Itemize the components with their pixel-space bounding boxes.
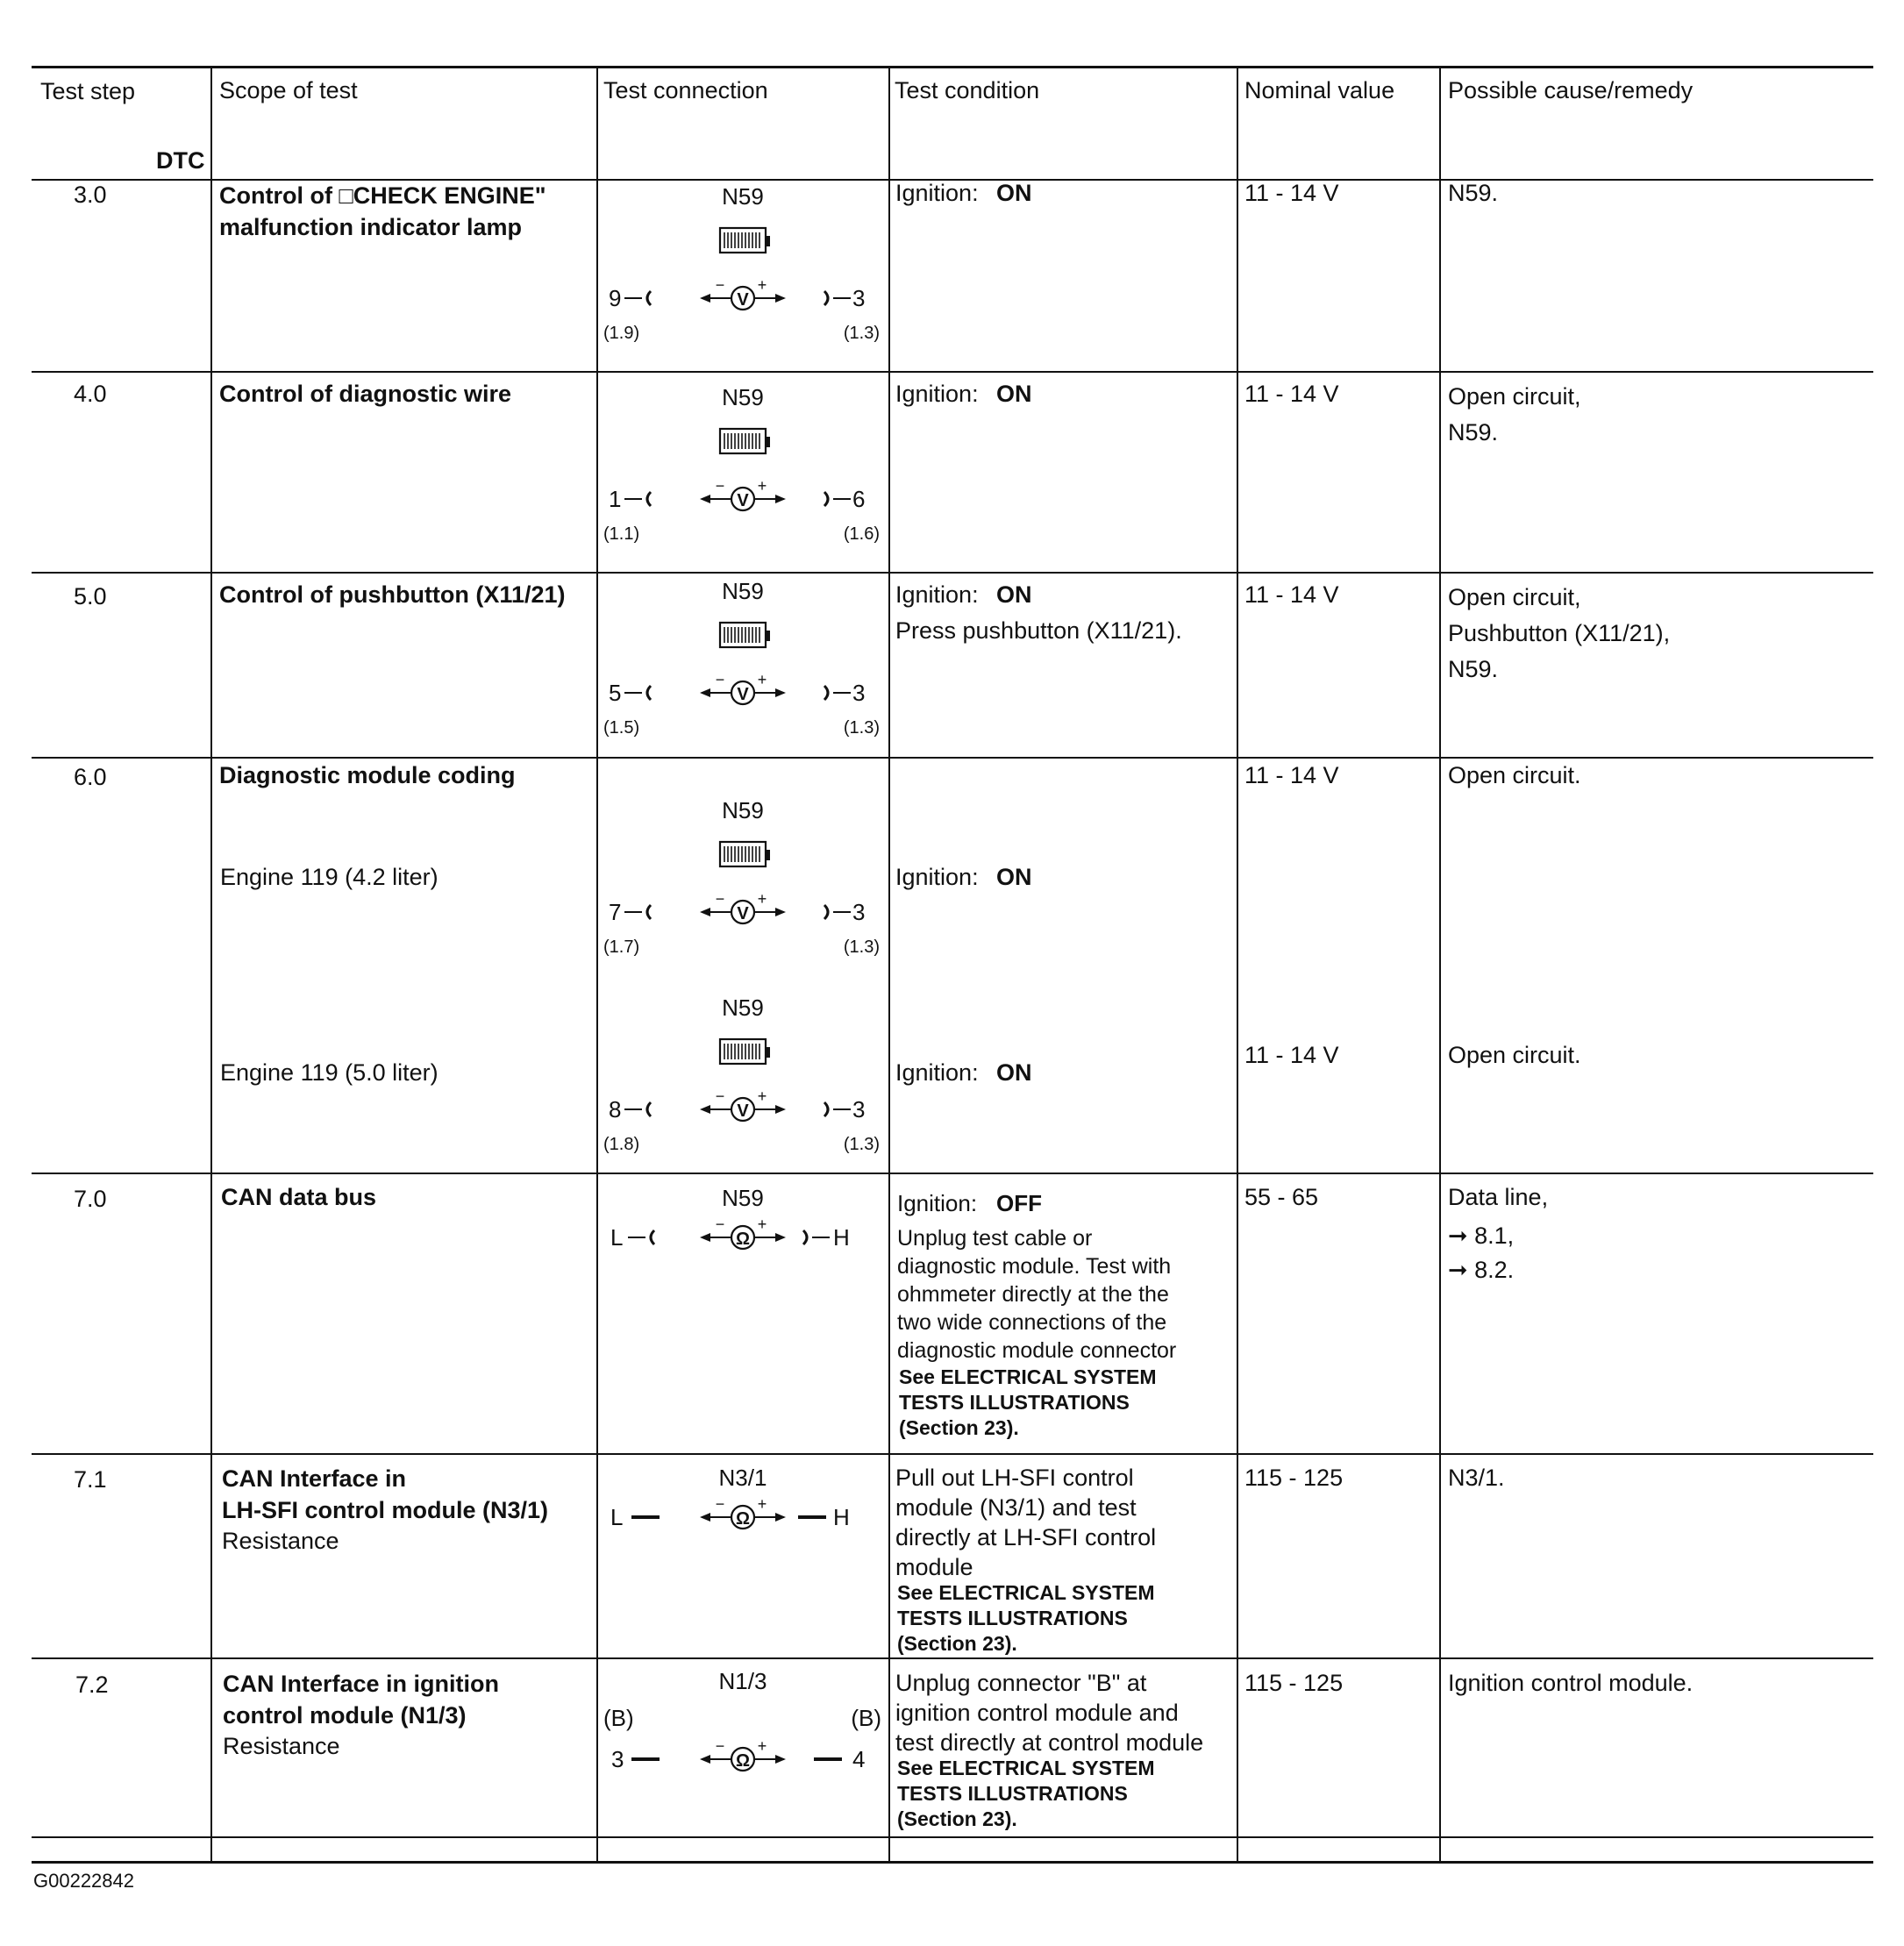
ohmmeter-icon [700, 1495, 786, 1529]
test-scope: CAN Interface in LH-SFI control module (N3/1) [222, 1465, 549, 1523]
pin-reference: (1.7) [603, 937, 640, 957]
socket-contact-icon [651, 1230, 654, 1244]
arrow-right-icon [775, 1755, 786, 1764]
pin-label: L [610, 1224, 624, 1251]
arrow-right-icon [775, 495, 786, 503]
polarity-plus: + [757, 477, 767, 495]
connector-icon [720, 429, 770, 453]
meter-symbol: Ω [735, 1751, 751, 1771]
header-cause: Possible cause/remedy [1448, 77, 1694, 103]
test-scope: Control of pushbutton (X11/21) [219, 581, 566, 608]
socket-contact-icon [824, 492, 828, 506]
connector-label: N59 [722, 183, 764, 210]
connector-label: N3/1 [718, 1465, 767, 1491]
test-condition-label: Ignition: [895, 381, 979, 407]
voltmeter-icon [700, 276, 786, 310]
test-scope-detail: Resistance [222, 1528, 339, 1554]
arrow-right-icon: ➞ [1448, 1257, 1468, 1283]
possible-cause: Open circuit. [1448, 762, 1581, 788]
socket-contact-icon [647, 492, 651, 506]
connector-id: (B) [851, 1705, 881, 1731]
pin-label: H [833, 1504, 850, 1530]
voltmeter-icon [700, 890, 786, 923]
polarity-plus: + [757, 1737, 767, 1755]
nominal-value: 115 - 125 [1244, 1670, 1344, 1696]
nominal-value: 11 - 14 V [1244, 1042, 1339, 1068]
connector-label: N59 [722, 994, 764, 1021]
possible-cause: Ignition control module. [1448, 1670, 1694, 1696]
pin-number: 7 [609, 899, 622, 925]
arrow-right-icon [775, 1233, 786, 1242]
polarity-plus: + [757, 1215, 767, 1233]
meter-symbol: V [737, 491, 749, 510]
connector-icon [720, 228, 770, 253]
test-condition-label: Ignition: [895, 1059, 979, 1086]
meter-symbol: V [737, 904, 749, 923]
socket-contact-icon [824, 686, 828, 700]
possible-cause: Open circuit. [1448, 1042, 1581, 1068]
header-connection: Test connection [603, 77, 768, 103]
polarity-minus: − [715, 1215, 725, 1233]
test-scope: CAN data bus [221, 1184, 377, 1210]
nominal-value: 115 - 125 [1244, 1465, 1344, 1491]
pin-label: L [610, 1504, 624, 1530]
test-step-number: 4.0 [74, 381, 107, 407]
polarity-minus: − [715, 1495, 725, 1513]
arrow-left-icon [700, 908, 710, 916]
meter-symbol: Ω [735, 1230, 751, 1249]
connector-label: N59 [722, 1185, 764, 1211]
connector-icon [720, 842, 770, 866]
header-scope: Scope of test [219, 77, 358, 103]
test-condition-label: Ignition: [895, 180, 979, 206]
test-condition-value: ON [996, 1059, 1032, 1086]
test-step-number: 7.1 [74, 1466, 107, 1493]
arrow-left-icon [700, 294, 710, 303]
socket-contact-icon [647, 686, 651, 700]
pin-reference: (1.3) [843, 1135, 880, 1154]
pin-reference: (1.6) [843, 524, 880, 544]
header-condition: Test condition [895, 77, 1040, 103]
connector-tab [766, 850, 770, 860]
nominal-value: 11 - 14 V [1244, 381, 1339, 407]
arrow-right-icon: ➞ [1448, 1222, 1468, 1249]
test-scope: CAN Interface in ignition control module (N1/3) [223, 1671, 500, 1729]
test-condition-detail: Press pushbutton (X11/21). [895, 617, 1182, 644]
connector-label: N59 [722, 578, 764, 604]
meter-symbol: V [737, 290, 749, 310]
arrow-right-icon [775, 294, 786, 303]
pin-number: 8 [609, 1096, 622, 1123]
polarity-plus: + [757, 1495, 767, 1513]
polarity-minus: − [715, 671, 725, 688]
possible-cause: Data line, [1448, 1184, 1549, 1210]
pin-reference: (1.3) [843, 937, 880, 957]
nominal-value: 55 - 65 [1244, 1184, 1319, 1210]
voltmeter-icon [700, 1087, 786, 1121]
engine-variant: Engine 119 (4.2 liter) [220, 864, 439, 890]
test-step-number: 6.0 [74, 764, 107, 790]
test-scope: Control of □CHECK ENGINE" malfunction indicator lamp [219, 182, 546, 240]
nominal-value: 11 - 14 V [1244, 581, 1339, 608]
cross-reference-step: 8.2. [1474, 1257, 1515, 1283]
socket-contact-icon [824, 291, 828, 305]
socket-contact-icon [647, 1102, 651, 1116]
test-condition-reference: See ELECTRICAL SYSTEM TESTS ILLUSTRATIONS (Section 23). [897, 1581, 1155, 1655]
test-condition-reference: See ELECTRICAL SYSTEM TESTS ILLUSTRATIONS (Section 23). [899, 1365, 1157, 1439]
pin-number: 3 [852, 680, 866, 706]
arrow-left-icon [700, 1755, 710, 1764]
polarity-minus: − [715, 1737, 725, 1755]
connector-label: N59 [722, 797, 764, 823]
figure-id: G00222842 [33, 1870, 134, 1892]
arrow-right-icon [775, 688, 786, 697]
test-condition-detail: Unplug test cable or diagnostic module. Test with ohmmeter directly at the the two wide connections of the diagnostic module connector [897, 1226, 1177, 1363]
nominal-value: 11 - 14 V [1244, 762, 1339, 788]
test-scope: Diagnostic module coding [219, 762, 516, 788]
socket-contact-icon [803, 1230, 807, 1244]
pin-number: 3 [852, 899, 866, 925]
connector-icon [720, 1039, 770, 1064]
cross-reference-step: 8.1, [1474, 1222, 1515, 1249]
polarity-minus: − [715, 276, 725, 294]
connector-id: (B) [603, 1705, 634, 1731]
possible-cause: N59. [1448, 180, 1499, 206]
socket-contact-icon [824, 1102, 828, 1116]
meter-symbol: V [737, 1101, 749, 1121]
header-nominal: Nominal value [1244, 77, 1395, 103]
pin-number: 1 [609, 486, 622, 512]
test-condition-value: ON [996, 180, 1032, 206]
test-scope: Control of diagnostic wire [219, 381, 512, 407]
ohmmeter-icon [700, 1215, 786, 1249]
test-condition-reference: See ELECTRICAL SYSTEM TESTS ILLUSTRATIONS (Section 23). [897, 1757, 1155, 1830]
pin-number: 5 [609, 680, 622, 706]
voltmeter-icon [700, 477, 786, 510]
connector-label: N59 [722, 384, 764, 410]
meter-symbol: V [737, 685, 749, 704]
test-step-number: 5.0 [74, 583, 107, 609]
possible-cause: Open circuit, N59. [1448, 383, 1581, 446]
test-condition-label: Ignition: [895, 581, 979, 608]
pin-number: 3 [852, 1096, 866, 1123]
test-condition-value: OFF [996, 1190, 1042, 1216]
connector-tab [766, 437, 770, 447]
pin-reference: (1.9) [603, 324, 640, 343]
nominal-value: 11 - 14 V [1244, 180, 1339, 206]
pin-reference: (1.1) [603, 524, 640, 544]
header-test-step: Test step [40, 78, 136, 104]
polarity-plus: + [757, 671, 767, 688]
test-scope-detail: Resistance [223, 1733, 340, 1759]
pin-number: 9 [609, 285, 622, 311]
test-step-number: 7.2 [75, 1672, 109, 1698]
arrow-left-icon [700, 1513, 710, 1522]
socket-contact-icon [824, 905, 828, 919]
arrow-left-icon [700, 1105, 710, 1114]
test-condition-detail: Pull out LH-SFI control module (N3/1) and test directly at LH-SFI control module [895, 1465, 1157, 1580]
polarity-plus: + [757, 276, 767, 294]
arrow-left-icon [700, 495, 710, 503]
connector-label: N1/3 [718, 1668, 767, 1694]
polarity-minus: − [715, 477, 725, 495]
pin-reference: (1.3) [843, 324, 880, 343]
possible-cause: Open circuit, Pushbutton (X11/21), N59. [1448, 584, 1671, 682]
polarity-plus: + [757, 890, 767, 908]
meter-symbol: Ω [735, 1509, 751, 1529]
test-condition-value: ON [996, 864, 1032, 890]
test-condition-value: ON [996, 381, 1032, 407]
test-step-number: 7.0 [74, 1186, 107, 1212]
arrow-right-icon [775, 1513, 786, 1522]
test-step-number: 3.0 [74, 182, 107, 208]
pin-reference: (1.8) [603, 1135, 640, 1154]
pin-label: H [833, 1224, 850, 1251]
test-condition-value: ON [996, 581, 1032, 608]
connector-tab [766, 1047, 770, 1058]
arrow-right-icon [775, 908, 786, 916]
pin-reference: (1.3) [843, 718, 880, 738]
polarity-minus: − [715, 890, 725, 908]
connector-tab [766, 236, 770, 246]
polarity-minus: − [715, 1087, 725, 1105]
pin-number: 3 [852, 285, 866, 311]
connector-icon [720, 623, 770, 647]
test-condition-label: Ignition: [897, 1190, 978, 1216]
engine-variant: Engine 119 (5.0 liter) [220, 1059, 439, 1086]
pin-reference: (1.5) [603, 718, 640, 738]
arrow-left-icon [700, 1233, 710, 1242]
test-condition-detail: Unplug connector "B" at ignition control module and test directly at control module [895, 1670, 1204, 1756]
polarity-plus: + [757, 1087, 767, 1105]
pin-number: 4 [852, 1746, 866, 1772]
ohmmeter-icon [700, 1737, 786, 1771]
arrow-left-icon [700, 688, 710, 697]
possible-cause: N3/1. [1448, 1465, 1505, 1491]
socket-contact-icon [647, 905, 651, 919]
voltmeter-icon [700, 671, 786, 704]
test-condition-label: Ignition: [895, 864, 979, 890]
arrow-right-icon [775, 1105, 786, 1114]
header-dtc: DTC [156, 147, 205, 174]
connector-tab [766, 631, 770, 641]
socket-contact-icon [647, 291, 651, 305]
pin-number: 6 [852, 486, 866, 512]
pin-number: 3 [611, 1746, 624, 1772]
